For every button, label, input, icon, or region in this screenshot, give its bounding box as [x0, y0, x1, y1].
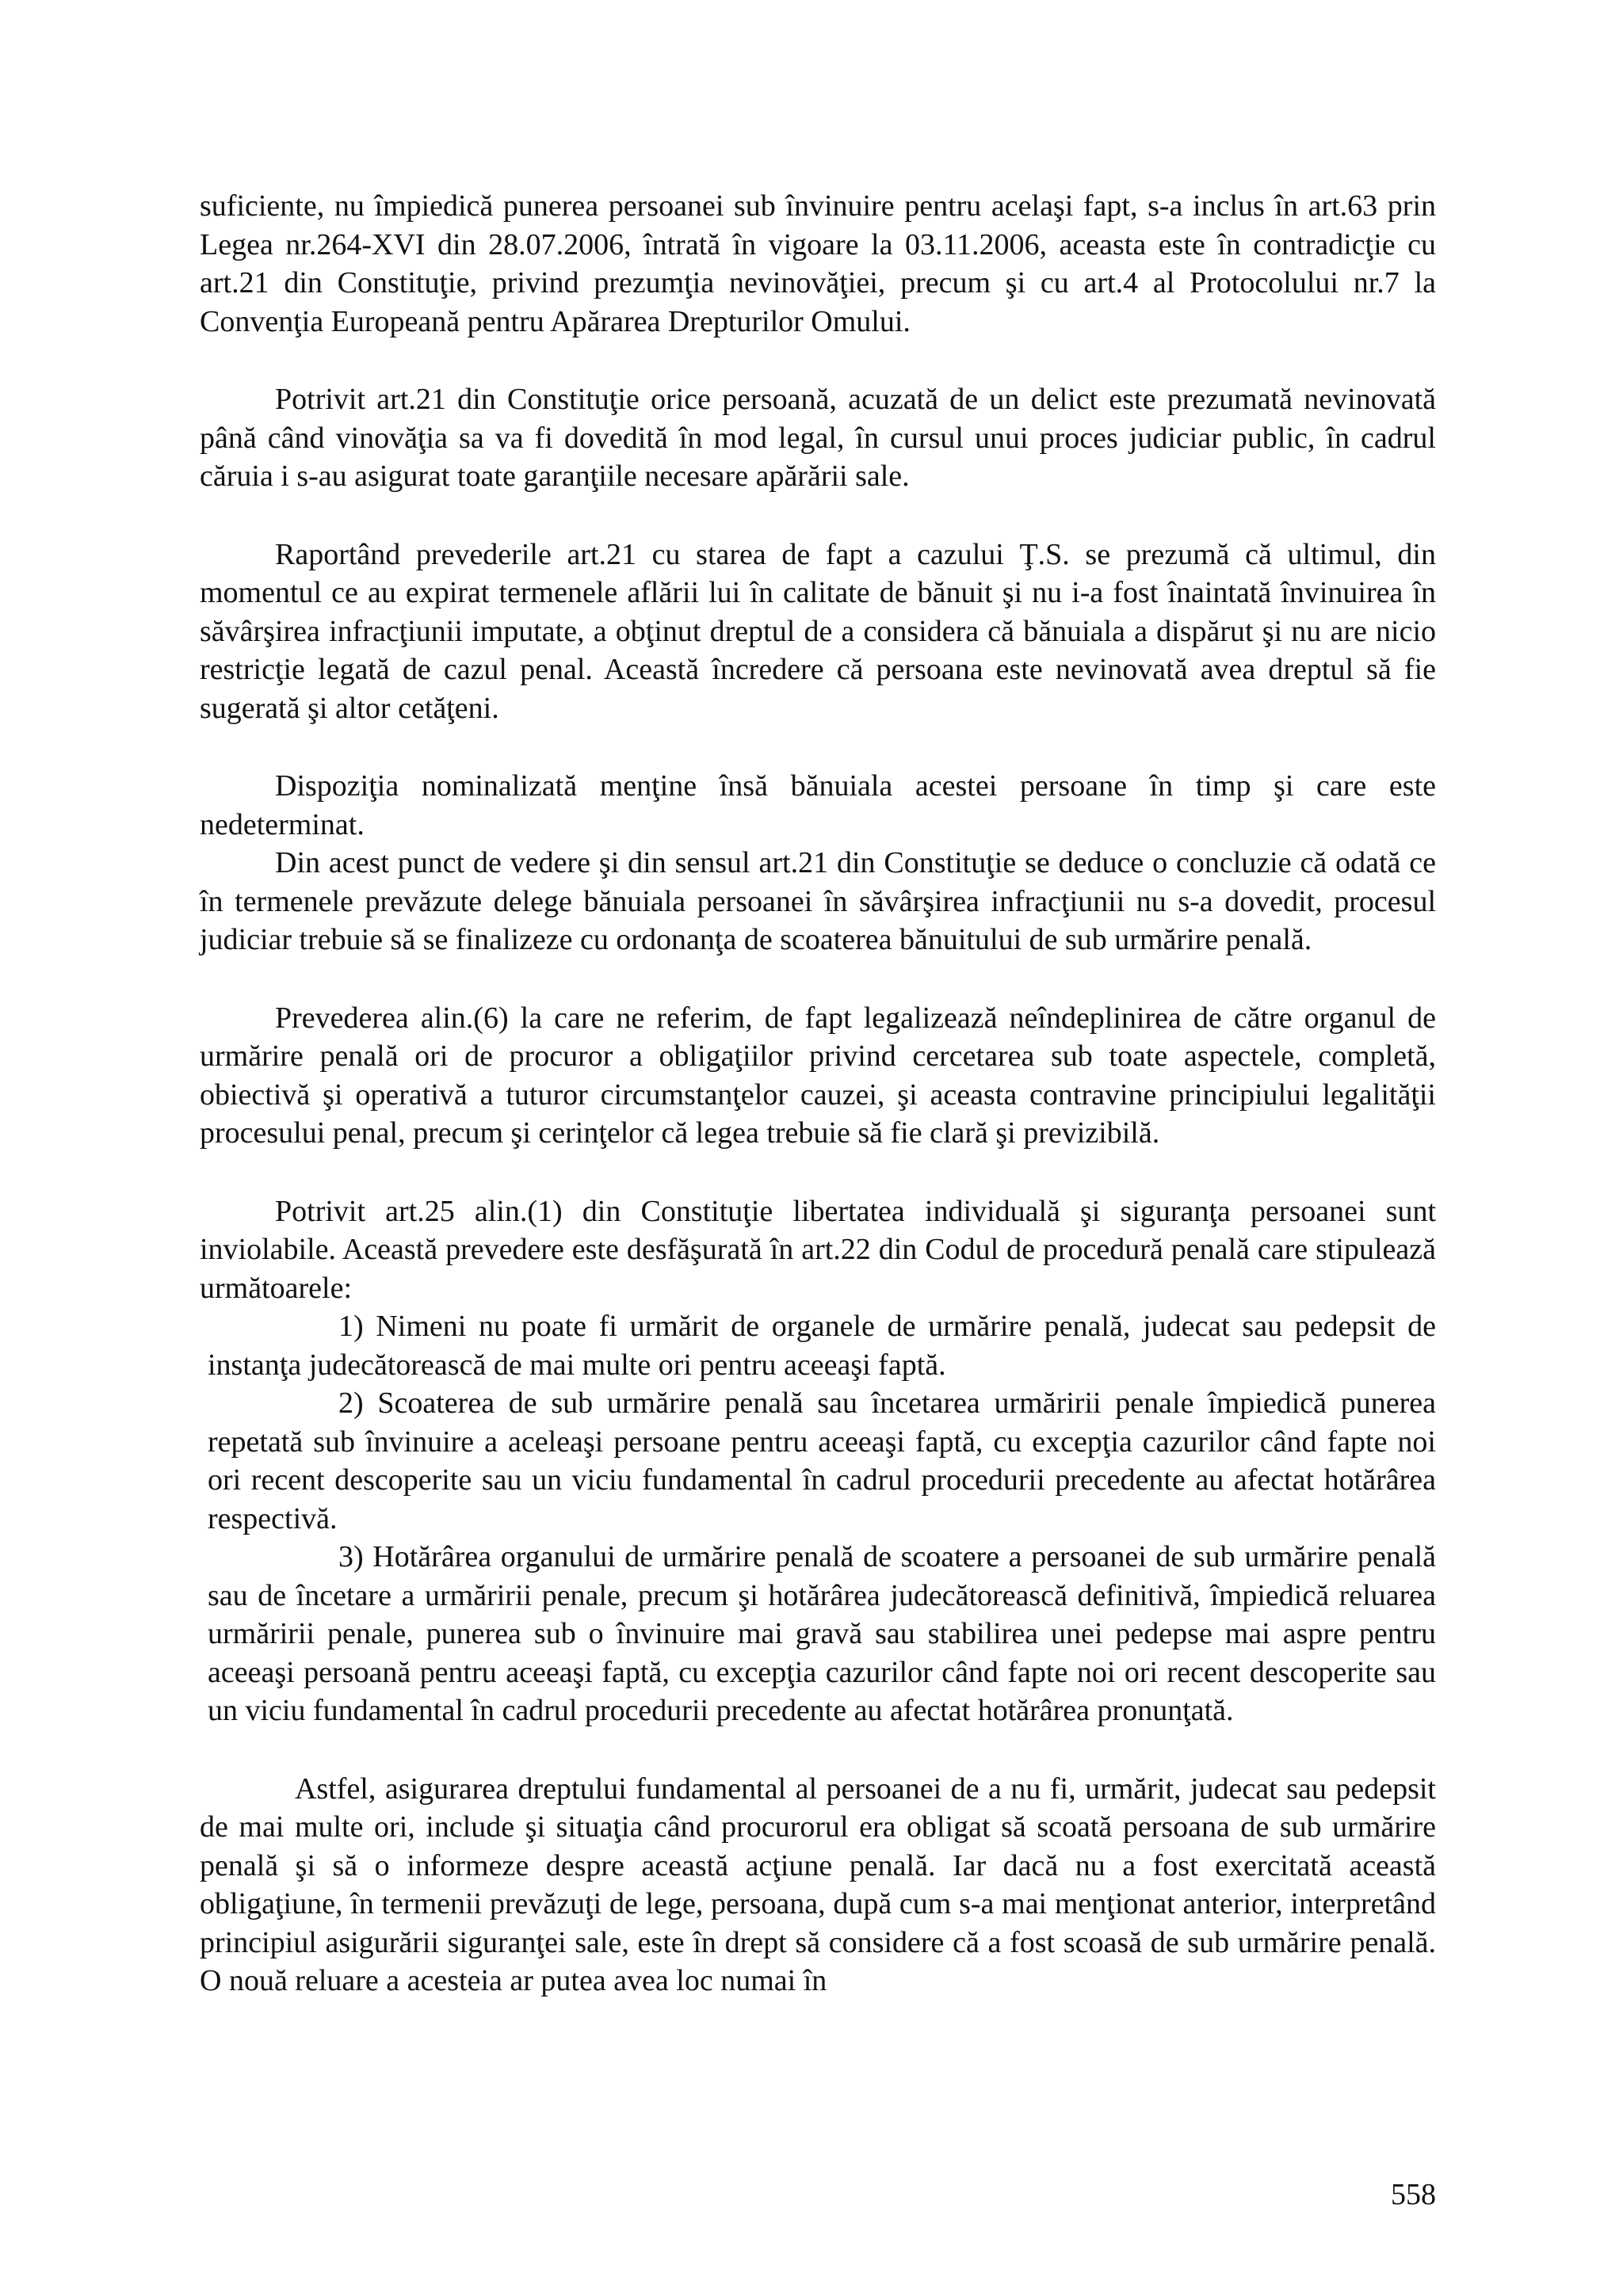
- paragraph-disposition: Dispoziţia nominalizată menţine însă bănuiala acestei persoane în timp şi care este nedeterminat.: [200, 769, 1436, 841]
- paragraph-closing: Astfel, asigurarea dreptului fundamental al persoanei de a nu fi, urmărit, judecat sau pedepsit de mai multe ori, include şi situaţia când procurorul era obligat să scoată persoana de sub urmărire penală şi să o informeze despre această acţiune penală. Iar dacă nu a fost exercitată această obligaţiune, în termenii prevăzuţi de lege, persoana, după cum s-a mai menţionat anterior, interpretând principiul asigurării siguranţei sale, este în drept să considere că a fost scoasă de sub urmărire penală. O nouă reluare a acesteia ar putea avea loc numai în: [200, 1772, 1436, 1997]
- list-item-2: 2) Scoaterea de sub urmărire penală sau încetarea urmăririi penale împiedică punerea repetată sub învinuire a aceleaşi persoane pentru aceeaşi faptă, cu excepţia cazurilor când fapte noi ori recent descoperite sau un viciu fundamental în cadrul procedurii precedente au afectat hotărârea respectivă.: [208, 1386, 1436, 1535]
- paragraph-continuation: suficiente, nu împiedică punerea persoanei sub învinuire pentru acelaşi fapt, s-a inclus în art.63 prin Legea nr.264-XVI din 28.07.2006, întrată în vigoare la 03.11.2006, aceasta este în contradicţie cu art.21 din Constituţie, privind prezumţia nevinovăţiei, precum şi cu art.4 al Protocolului nr.7 la Convenţia Europeană pentru Apărarea Drepturilor Omului.: [200, 189, 1436, 338]
- list-item-3: 3) Hotărârea organului de urmărire penală de scoatere a persoanei de sub urmărire penală sau de încetare a urmăririi penale, precum şi hotărârea judecătorească definitivă, împiedică reluarea urmăririi penale, punerea sub o învinuire mai gravă sau stabilirea unei pedepse mai aspre pentru aceeaşi persoană pentru aceeaşi faptă, cu excepţia cazurilor când fapte noi ori recent descoperite sau un viciu fundamental în cadrul procedurii precedente au afectat hotărârea pronunţată.: [208, 1540, 1436, 1727]
- list-item-1: 1) Nimeni nu poate fi urmărit de organele de urmărire penală, judecat sau pedepsit de instanţa judecătorească de mai multe ori pentru aceeaşi faptă.: [208, 1310, 1436, 1382]
- paragraph-art21-presumption: Potrivit art.21 din Constituţie orice persoană, acuzată de un delict este prezumată nevinovată până când vinovăţia sa va fi dovedită în mod legal, în cursul unui proces judiciar public, în cadrul căruia i s-au asigurat toate garanţiile necesare apărării sale.: [200, 383, 1436, 493]
- paragraph-alin6: Prevederea alin.(6) la care ne referim, de fapt legalizează neîndeplinirea de către organul de urmărire penală ori de procuror a obligaţiilor privind cercetarea sub toate aspectele, completă, obiectivă şi operativă a tuturor circumstanţelor cauzei, şi aceasta contravine principiului legalităţii procesului penal, precum şi cerinţelor că legea trebuie să fie clară şi previzibilă.: [200, 1001, 1436, 1150]
- document-body: [200, 187, 1436, 2000]
- paragraph-art25: Potrivit art.25 alin.(1) din Constituţie libertatea individuală şi siguranţa persoanei sunt inviolabile. Această prevedere este desfăşurată în art.22 din Codul de procedură penală care stipulează următoarele:: [200, 1194, 1436, 1305]
- page-number: 558: [1391, 2178, 1436, 2211]
- paragraph-conclusion: Din acest punct de vedere şi din sensul art.21 din Constituţie se deduce o concluzie că odată ce în termenele prevăzute delege bănuiala persoanei în săvârşirea infracţiunii nu s-a dovedit, procesul judiciar trebuie să se finalizeze cu ordonanţa de scoaterea bănuitului de sub urmărire penală.: [200, 846, 1436, 956]
- paragraph-case-ts: Raportând prevederile art.21 cu starea de fapt a cazului Ţ.S. se prezumă că ultimul, din momentul ce au expirat termenele aflării lui în calitate de bănuit şi nu i-a fost înaintată învinuirea în săvârşirea infracţiunii imputate, a obţinut dreptul de a considera că bănuiala a dispărut şi nu are nicio restricţie legată de cazul penal. Această încredere că persoana este nevinovată avea dreptul să fie sugerată şi altor cetăţeni.: [200, 537, 1436, 725]
